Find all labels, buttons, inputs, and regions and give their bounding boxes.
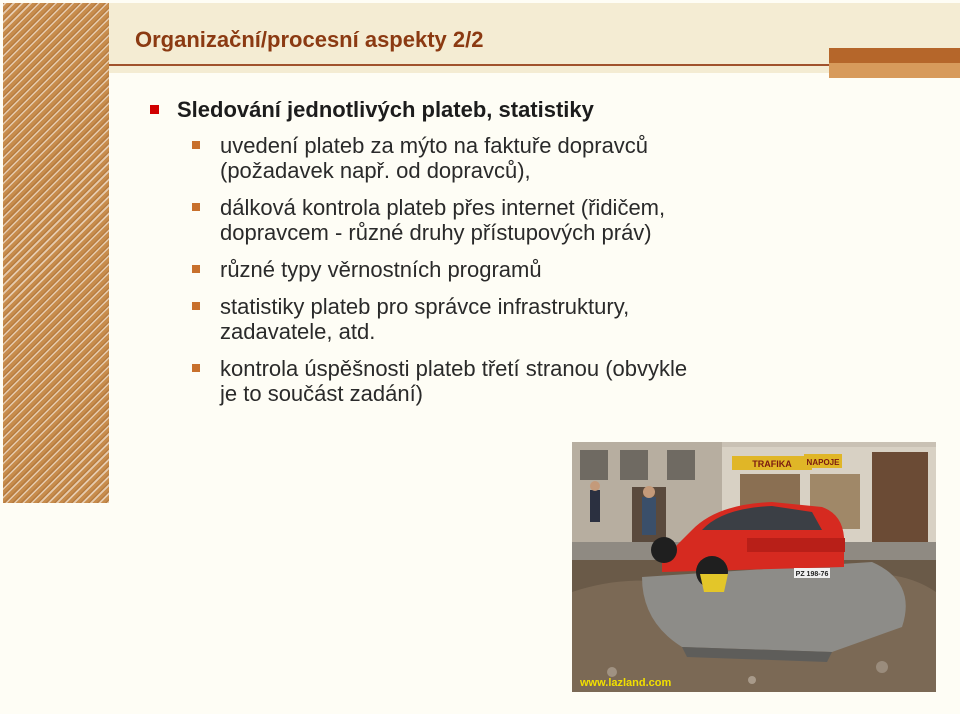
photo-watermark: www.lazland.com: [580, 677, 672, 689]
list-item-line1: uvedení plateb za mýto na faktuře dopravců: [220, 133, 649, 158]
street-photo-illustration: [572, 442, 936, 692]
accent-block-dark: [829, 48, 960, 63]
list-item: [190, 294, 850, 344]
wheel-clamp: [700, 574, 728, 592]
square-bullet-icon: [192, 203, 200, 211]
title-accent-block: [829, 48, 960, 78]
shop-sign-text: TRAFIKA: [752, 459, 792, 469]
list-item-line1: kontrola úspěšnosti plateb třetí stranou (obvykle: [220, 356, 688, 381]
slide-content: [150, 95, 850, 418]
accent-block-light: [829, 63, 960, 78]
pedestrian-head: [590, 481, 600, 491]
pedestrian: [642, 497, 656, 535]
square-bullet-icon: [192, 265, 200, 273]
list-item-line2: (požadavek např. od dopravců),: [220, 158, 531, 183]
list-item-line1: dálková kontrola plateb přes internet (řidičem,: [220, 195, 666, 220]
square-bullet-icon: [192, 364, 200, 372]
window: [620, 450, 648, 480]
rubble: [607, 667, 617, 677]
car-rear-bumper: [747, 538, 845, 552]
list-item-line2: dopravcem - různé druhy přístupových práv): [220, 220, 652, 245]
list-item-line2: zadavatele, atd.: [220, 319, 376, 344]
list-item-line1: různé typy věrnostních programů: [220, 257, 542, 282]
sub-bullet-list: [150, 133, 850, 406]
main-point-text: Sledování jednotlivých plateb, statistiky: [177, 97, 594, 122]
list-item: [190, 195, 850, 245]
pedestrian-head: [643, 486, 655, 498]
left-hatch-decoration: [3, 3, 109, 503]
list-item: [190, 133, 850, 183]
license-plate-text: PZ 198-76: [795, 571, 829, 578]
list-item-line1: statistiky plateb pro správce infrastruktury,: [220, 294, 630, 319]
square-bullet-icon: [150, 105, 159, 114]
list-item: [190, 257, 850, 282]
window: [580, 450, 608, 480]
list-item-line2: je to součást zadání): [220, 381, 424, 406]
slide-title: Organizační/procesní aspekty 2/2: [135, 27, 484, 52]
pedestrian: [590, 490, 600, 522]
rubble: [748, 676, 756, 684]
street-photo: [572, 442, 936, 692]
main-bullet-point: [150, 95, 850, 125]
square-bullet-icon: [192, 302, 200, 310]
title-underline: [109, 64, 829, 66]
asphalt-island: [642, 562, 906, 652]
window: [667, 450, 695, 480]
list-item: [190, 356, 850, 406]
square-bullet-icon: [192, 141, 200, 149]
car-wheel: [651, 537, 677, 563]
rubble: [876, 661, 888, 673]
shop-sign-text-2: NAPOJE: [806, 458, 840, 467]
shop-door: [872, 452, 928, 542]
